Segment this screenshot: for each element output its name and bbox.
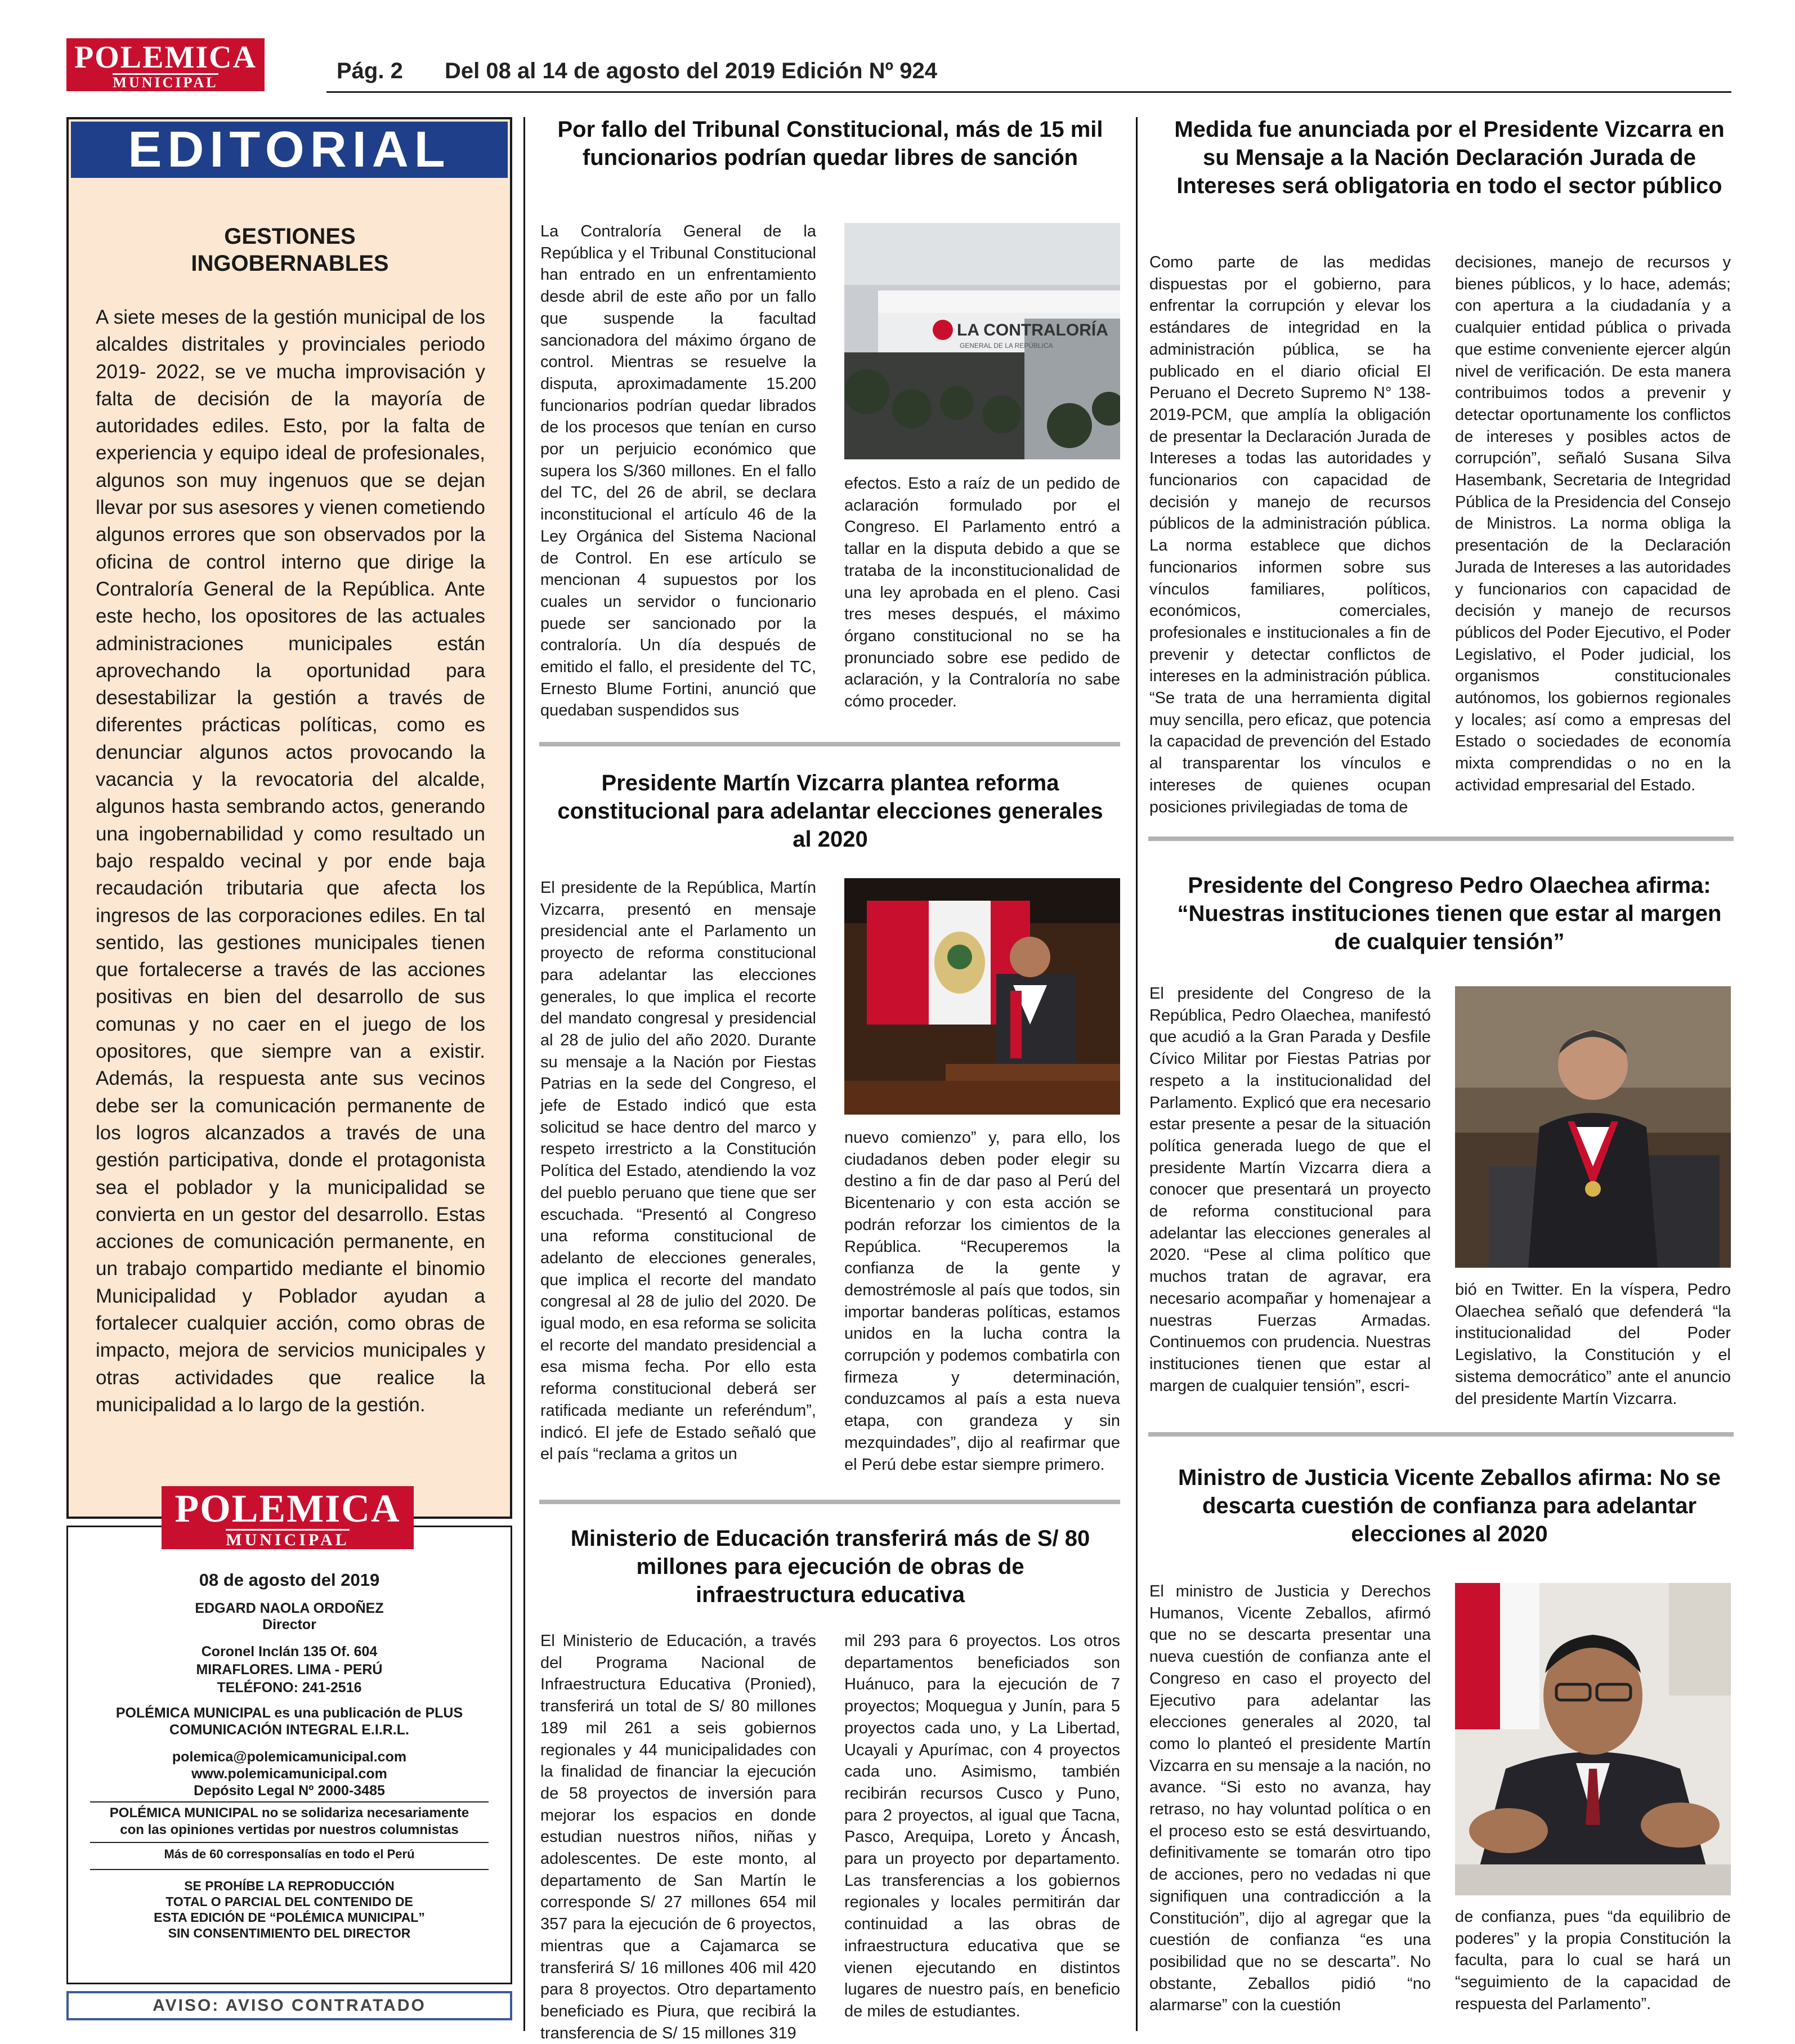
disclaimer-line2: con las opiniones vertidas por nuestros columnistas: [120, 1822, 459, 1837]
staff-publisher2: COMUNICACIÓN INTEGRAL E.I.R.L.: [169, 1722, 409, 1738]
staff-rule: [90, 1869, 489, 1870]
staff-logo-line2: MUNICIPAL: [226, 1529, 349, 1549]
contraloria-sign-text: LA CONTRALORÍA: [957, 321, 1108, 339]
editorial-subtitle: GESTIONES INGOBERNABLES: [191, 224, 389, 276]
logo-line2: MUNICIPAL: [113, 74, 218, 91]
staff-director-name: EDGARD NAOLA ORDOÑEZ: [195, 1600, 384, 1616]
section-divider: [1148, 1432, 1734, 1437]
staff-logo: [162, 1486, 414, 1549]
photo-zeballos: [1455, 1583, 1731, 1895]
header-rule: [326, 91, 1731, 93]
prohibition-line4: SIN CONSENTIMIENTO DEL DIRECTOR: [168, 1926, 411, 1940]
photo-vizcarra: [844, 878, 1120, 1115]
article-declaracion-col1: Como parte de las medidas dispuestas por el gobierno, para enfrentar la corrupción y elevar los estándares de integridad en la administración pública, se ha publicado en el diario oficial El Peruano el Decreto Supremo N° 138-2019-PCM, que amplía la obligación de presentar la Declaración Jurada de Intereses a todas las autoridades y funcionarios con capacidad de decisión y manejo de recursos públicos de la administración pública. La norma establece que dichos funcionarios informen sobre sus vínculos familiares, políticos, económicos, comerciales, profesionales e institucionales a fin de prevenir y detectar conflictos de intereses en la administración pública. “Se trata de una herramienta digital muy sencilla, pero eficaz, que potencia la capacidad de prevención del Estado al transparentar los vínculos e intereses de quienes ocupan posiciones privilegiadas de toma de: [1149, 253, 1431, 816]
editorial-banner: EDITORIAL: [71, 122, 508, 178]
advertisement-notice: AVISO: AVISO CONTRATADO: [66, 1991, 512, 2020]
edition-date: Del 08 al 14 de agosto del 2019 Edición Nº 924: [445, 59, 937, 83]
headline-declaracion: Medida fue anunciada por el Presidente Vizcarra en su Mensaje a la Nación Declaración Jurada de Intereses será obligatoria en todo el sector público: [1174, 117, 1725, 198]
headline-educacion: Ministerio de Educación transferirá más de S/ 80 millones para ejecución de obras de infraestructura educativa: [570, 1526, 1090, 1607]
photo-olaechea: [1455, 986, 1731, 1268]
prohibition-line3: ESTA EDICIÓN DE “POLÉMICA MUNICIPAL”: [154, 1910, 425, 1925]
column-divider: [1136, 117, 1138, 2031]
staff-email[interactable]: polemica@polemicamunicipal.com: [172, 1749, 407, 1765]
staff-director-title: Director: [262, 1617, 316, 1632]
staff-publisher1: POLÉMICA MUNICIPAL es una publicación de PLUS: [115, 1705, 463, 1721]
logo-line1: POLEMICA: [74, 40, 257, 75]
article-educacion-col1: El Ministerio de Educación, a través del Programa Nacional de Infraestructura Educativa (Pronied), transferirá un total de S/ 80 millones 189 mil 261 a seis gobiernos regionales y 44 municipalidades con la finalidad de financiar la ejecución de 58 proyectos de inversión para mejorar los espacios en donde estudian nuestros niños, niñas y adolescentes. De este monto, al departamento de San Martín le corresponde S/ 27 millones 654 mil 357 para la ejecución de 6 proyectos, mientras que a Cajamarca se transferirá S/ 16 millones 406 mil 420 para 8 proyectos. Otro departamento beneficiado es Piura, que recibirá la transferencia de S/ 15 millones 319: [540, 1632, 816, 2042]
zeballos-portrait-image: [1455, 1583, 1731, 1895]
masthead-logo: [66, 38, 265, 91]
vizcarra-speech-image: [844, 878, 1120, 1115]
disclaimer-line1: POLÉMICA MUNICIPAL no se solidariza necesariamente: [109, 1805, 469, 1821]
article-olaechea-col1: El presidente del Congreso de la República, Pedro Olaechea, manifestó que acudió a la Gran Parada y Desfile Cívico Militar por Fiestas Patrias por respeto a la institucionalidad del Parlamento. Explicó que era necesario estar presente a pesar de la situación política generada luego de que el presidente Martín Vizcarra diera a conocer que presentará un proyecto de reforma constitucional para adelantar las elecciones generales al 2020. “Pese al clima político que muchos tratan de agravar, era necesario acompañar y homenajear a nuestras Fuerzas Armadas. Continuemos con prudencia. Nuestras instituciones tienen que estar al margen de cualquier tensión”, escri-: [1149, 985, 1431, 1395]
section-divider: [1148, 837, 1734, 841]
staff-rule: [90, 1842, 489, 1843]
column-divider: [523, 117, 525, 2031]
section-divider: [539, 742, 1120, 746]
section-divider: [539, 1500, 1120, 1504]
contraloria-sign-subtext: GENERAL DE LA REPÚBLICA: [960, 342, 1053, 350]
article-reforma-col2: nuevo comienzo” y, para ello, los ciudadanos deben poder elegir su destino a fin de dar paso al Perú del Bicentenario y con esta acción se podrán reforzar los cimientos de la República. “Recuperemos la confianza de la gente y demostrémosle al país que todos, sin importar banderas políticas, estamos unidos en la lucha contra la corrupción y podemos combatirla con firmeza y determinación, conduzcamos al país a esta nueva etapa, con grandeza y sin mezquindades”, dijo al reafirmar que el Perú debe estar siempre primero.: [844, 1129, 1120, 1474]
article-declaracion-col2: decisiones, manejo de recursos y bienes públicos, y lo hace, además; con apertura a la ciudadanía y a cualquier entidad pública o privada que estime conveniente ejercer algún nivel de verificación. De esta manera contribuimos todos a prevenir y detectar oportunamente los conflictos de intereses y posibles actos de corrupción”, señaló Susana Silva Hasembank, Secretaria de Integridad Pública de la Presidencia del Consejo de Ministros. La norma obliga la presentación de la Declaración Jurada de Intereses a las autoridades y funcionarios con capacidad de decisión y manejo de recursos públicos del Poder Ejecutivo, el Poder Legislativo, el Poder judicial, los organismos constitucionales autónomos, los gobiernos regionales y locales; así como a empresas del Estado o sociedades de economía mixta comprendidas o no en la actividad empresarial del Estado.: [1455, 253, 1731, 794]
headline-zeballos: Ministro de Justicia Vicente Zeballos afirma: No se descarta cuestión de confianza para adelantar elecciones al 2020: [1178, 1465, 1721, 1546]
headline-olaechea: Presidente del Congreso Pedro Olaechea afirma: “Nuestras instituciones tienen que estar al margen de cualquier tensión”: [1177, 873, 1722, 954]
article-olaechea-col2: bió en Twitter. En la víspera, Pedro Olaechea señaló que defenderá “la institucionalidad del Poder Legislativo, la Constitución y el sistema democrático” ante el anuncio del presidente Martín Vizcarra.: [1455, 1281, 1731, 1408]
olaechea-portrait-image: [1455, 986, 1731, 1268]
article-educacion-col2: mil 293 para 6 proyectos. Los otros departamentos beneficiados son Huánuco, para la ejecución de 7 proyectos; Moquegua y Junín, para 5 proyectos cada uno, y La Libertad, Ucayali y Apurímac, con 4 proyectos cada uno. Asimismo, también recibirán recursos Cusco y Puno, para 2 proyectos, al igual que Tacna, Pasco, Arequipa, Loreto y Áncash, para un proyecto por departamento. Las transferencias a los gobiernos regionales y locales permitirán dar continuidad a las obras de infraestructura educativa que se vienen ejecutando en distintos lugares de nuestro país, en beneficio de miles de estudiantes.: [844, 1632, 1120, 2020]
article-tribunal-col2: efectos. Esto a raíz de un pedido de aclaración formulado por el Congreso. El Parlamento entró a tallar en la disputa debido a que se trataba de la inconstitucionalidad de una ley aprobada en el pleno. Casi tres meses después, el máximo órgano constitucional no se ha pronunciado sobre ese pedido de aclaración, y la Contraloría no sabe cómo proceder.: [844, 475, 1120, 711]
staff-address2: MIRAFLORES. LIMA - PERÚ: [196, 1662, 383, 1678]
page-number: Pág. 2: [337, 59, 403, 83]
staff-website[interactable]: www.polemicamunicipal.com: [191, 1766, 387, 1782]
staff-prohibition: [79, 1878, 500, 1941]
article-zeballos-col1: El ministro de Justicia y Derechos Humanos, Vicente Zeballos, afirmó que no se descarta presentar una nueva cuestión de confianza ante el Congreso en caso el proyecto del Ejecutivo para adelantar las elecciones generales al 2020, tal como lo planteó el presidente Martín Vizcarra en su mensaje a la nación, no avance. “Si esto no avanza, hay retraso, no hay voluntad política o en el proceso esto se está desvirtuando, definitivamente se tomarán otro tipo de acciones, pero no vedadas ni que signifiquen una contradicción a la Constitución”, dijo al agregar que la cuestión de confianza “es una posibilidad que no se descarta”. No obstante, Zeballos pidió “no alarmarse” con la cuestión: [1149, 1582, 1431, 2015]
photo-contraloria: [844, 223, 1120, 459]
staff-rule: [90, 1801, 489, 1803]
staff-info: [79, 1568, 500, 1799]
contraloria-building-image: [844, 223, 1120, 459]
editorial-body: A siete meses de la gestión municipal de los alcaldes distritales y provinciales periodo 2019- 2022, se ve mucha improvisación y falta de decisión de la mayoría de autoridades ediles. Esto, por la falta de experiencia y equipo ideal de profesionales, algunos son muy ingenuos que se dejan llevar por sus asesores y vienen cometiendo algunos errores que son observados por la oficina de control interno que dirige la Contraloría General de la República. Ante este hecho, los opositores de las actuales administraciones municipales están aprovechando la oportunidad para desestabilizar la gestión a través de diferentes prácticas políticas, como es denunciar algunos actos provocando la vacancia y la revocatoria del alcalde, algunos hasta sembrando actos, generando una ingobernabilidad y como resultado un bajo respaldo vecinal y por ende baja recaudación tributaria que afecta los ingresos de las corporaciones ediles. En tal sentido, las gestiones municipales tienen que fortalecerse a través de las acciones positivas en bien del desarrollo de sus comunas y no caer en el juego de los opositores, que siempre van a existir. Además, la respuesta ante sus vecinos debe ser la comunicación permanente de los logros alcanzados a través de una gestión participativa, donde el protagonista sea el poblador y la municipalidad se convierta en un gestor del desarrollo. Estas acciones de comunicación permanente, en un trabajo compartido mediante el binomio Municipalidad y Poblador ayudan a fortalecer cualquier acción, como obras de impacto, mejora de servicios municipales y otras actividades que realice la municipalidad a lo largo de la gestión.: [96, 306, 485, 1416]
staff-date: 08 de agosto del 2019: [199, 1570, 380, 1590]
staff-legal-deposit: Depósito Legal Nº 2000-3485: [194, 1783, 385, 1799]
staff-address1: Coronel Inclán 135 Of. 604: [201, 1644, 378, 1660]
headline-tribunal: Por fallo del Tribunal Constitucional, más de 15 mil funcionarios podrían quedar libres de sanción: [557, 117, 1103, 170]
staff-disclaimer: [79, 1805, 500, 1839]
staff-phone: TELÉFONO: 241-2516: [217, 1680, 362, 1696]
staff-correspondents: Más de 60 corresponsalías en todo el Perú: [164, 1847, 415, 1861]
staff-logo-line1: POLEMICA: [174, 1487, 401, 1531]
prohibition-line2: TOTAL O PARCIAL DEL CONTENIDO DE: [165, 1894, 413, 1909]
prohibition-line1: SE PROHÍBE LA REPRODUCCIÓN: [184, 1878, 395, 1893]
article-tribunal-col1: La Contraloría General de la República y el Tribunal Constitucional han entrado en un enfrentamiento desde abril de este año por un fallo que suspende la facultad sancionadora del máximo órgano de control. Mientras se resuelve la disputa, aproximadamente 15.200 funcionarios podrían quedar librados de los procesos que tenían en curso por un perjuicio económico que supera los S/360 millones. En el fallo del TC, del 26 de abril, se declara inconstitucional el artículo 46 de la Ley Orgánica del Sistema Nacional de Control. En ese artículo se mencionan 4 supuestos por los cuales un servidor o funcionario puede ser sancionado por la contraloría. Un día después de emitido el fallo, el presidente del TC, Ernesto Blume Fortini, anunció que quedaban suspendidos sus: [540, 222, 816, 720]
article-zeballos-col2: de confianza, pues “da equilibrio de poderes” y la propia Constitución la faculta, para lo cual se hará un “seguimiento de la capacidad de respuesta del Parlamento”.: [1455, 1908, 1731, 2013]
article-reforma-col1: El presidente de la República, Martín Vizcarra, presentó en mensaje presidencial ante el Parlamento un proyecto de reforma constitucional para adelantar las elecciones generales, lo que implica el recorte del mandato congresal y presidencial al 28 de julio del año 2020. Durante su mensaje a la Nación por Fiestas Patrias en la sede del Congreso, el jefe de Estado indicó que esta solicitud se hace dentro del marco y respeto irrestricto a la Constitución Política del Estado, atendiendo la voz del pueblo peruano que tiene que ser escuchada. “Presentó al Congreso una reforma constitucional de adelanto de elecciones generales, que implica el recorte del mandato congresal al 28 de julio del 2020. De igual modo, en esa reforma se solicita el recorte del mandato presidencial a esa misma fecha. Por ello esta reforma constitucional deberá ser ratificada mediante un referéndum”, indicó. El jefe de Estado señaló que el país “reclama a gritos un: [540, 879, 816, 1464]
headline-reforma: Presidente Martín Vizcarra plantea reforma constitucional para adelantar elecciones generales al 2020: [557, 771, 1103, 852]
